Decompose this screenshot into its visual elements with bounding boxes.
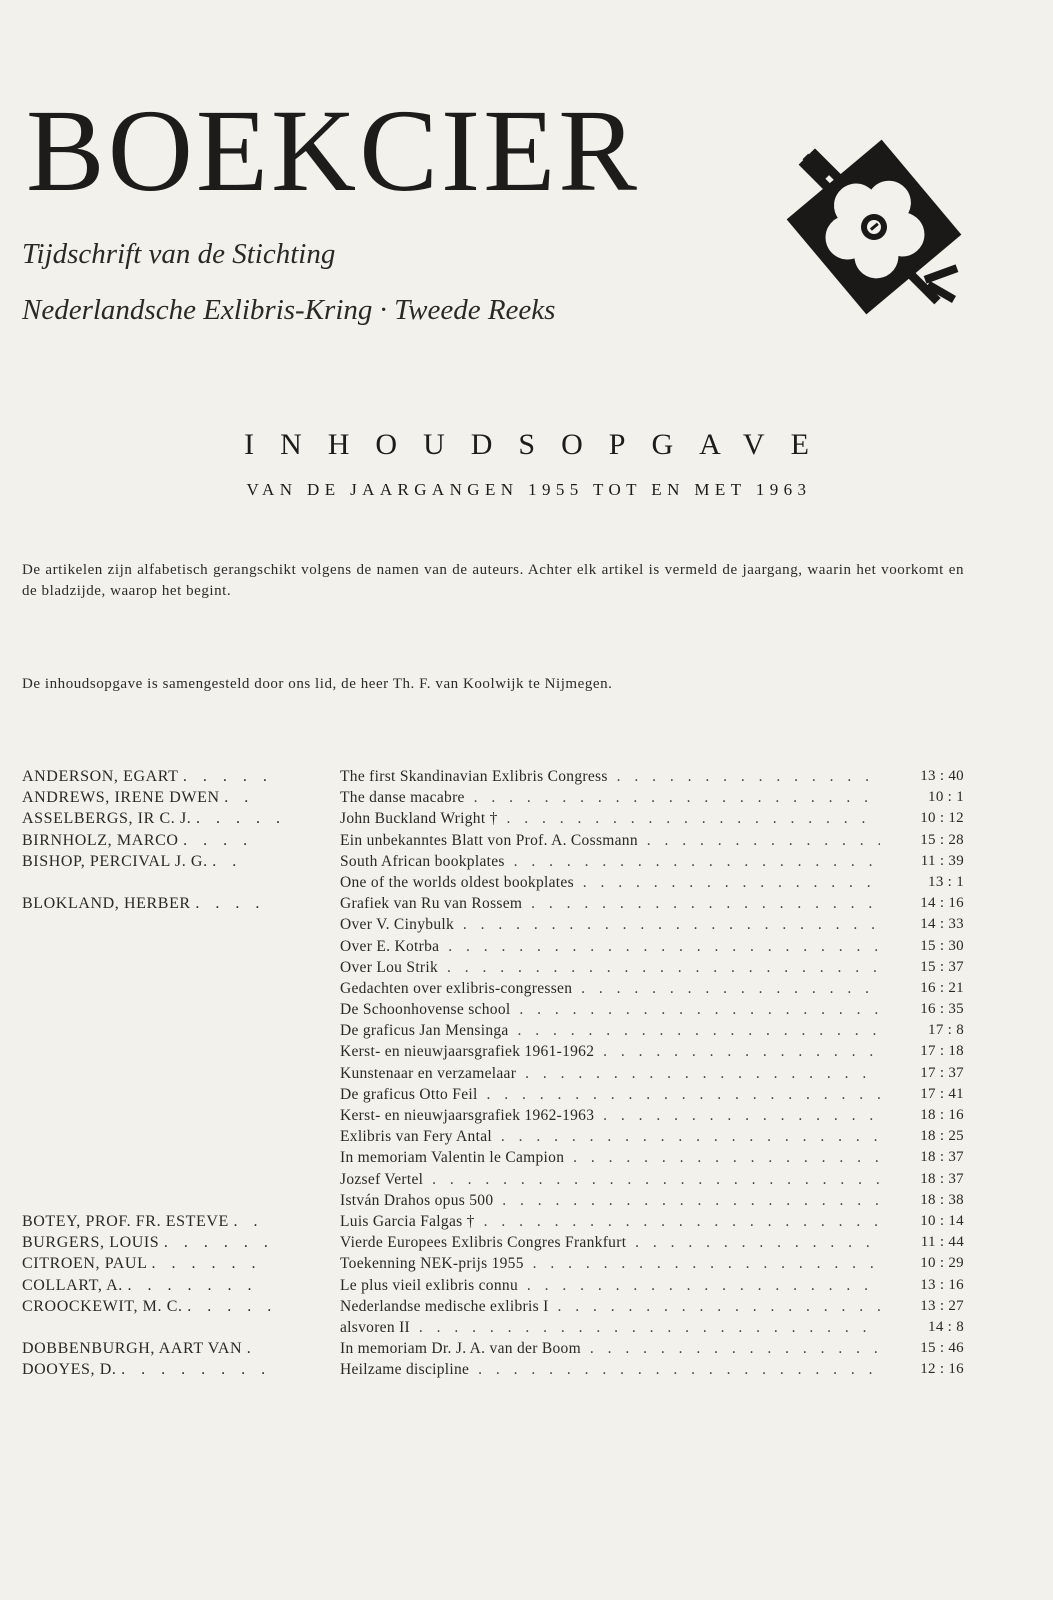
toc-entry [22,1190,964,1211]
entry-volume-page: 16 : 21 [920,979,964,996]
entry-title: John Buckland Wright † . . . [340,808,880,829]
entry-title: Kerst- en nieuwjaarsgrafiek 1961-1962 . . . [340,1041,880,1062]
toc-entry [22,1317,964,1338]
entry-title: Over V. Cinybulk . . . [340,914,880,935]
entry-title: Luis Garcia Falgas † . . . [340,1211,880,1232]
toc-year-range: VAN DE JAARGANGEN 1955 TOT EN MET 1963 [246,480,812,499]
entry-author-name: BLOKLAND, HERBER [22,895,191,913]
entry-author-name: BISHOP, PERCIVAL J. G. [22,852,208,870]
entry-volume-page: 18 : 25 [920,1128,964,1145]
entry-author [22,893,318,914]
toc-entry [22,830,964,851]
entry-title: Le plus vieil exlibris connu . . . [340,1275,880,1296]
entry-author-leader-dots: . . . . [183,831,254,849]
toc-entry [22,1063,964,1084]
nek-flower-logo-icon [784,132,964,322]
entry-volume-page: 14 : 16 [920,895,964,912]
toc-entry [22,1147,964,1168]
entry-author-leader-dots: . . . . . [182,768,273,785]
toc-entry [22,872,964,893]
entry-title: Kunstenaar en verzamelaar . . . [340,1063,880,1084]
entry-author-name: CROOCKEWIT, M. C. [22,1297,183,1315]
subtitle-line-1: Tijdschrift van de Stichting [22,238,336,270]
toc-entries [22,766,964,1380]
entry-volume-page: 18 : 16 [920,1107,964,1123]
entry-title: The danse macabre . . . [340,787,880,808]
entry-author [22,1296,318,1317]
entry-title: Kerst- en nieuwjaarsgrafiek 1962-1963 . . . [340,1105,880,1126]
entry-title: De graficus Jan Mensinga . . . [340,1020,880,1041]
entry-author-name: ASSELBERGS, IR C. J. [22,810,192,828]
entry-volume-page: 10 : 1 [928,789,964,806]
toc-entry [22,1359,964,1380]
entry-volume-page: 17 : 41 [920,1085,964,1102]
entry-volume-page: 16 : 35 [920,1001,964,1018]
entry-volume-page: 15 : 37 [920,958,964,975]
entry-author-name: BIRNHOLZ, MARCO [22,831,179,849]
entry-author-leader-dots: . . . . . . . [127,1276,258,1294]
toc-entry [22,893,964,914]
masthead-subtitle [22,226,555,338]
entry-volume-page: 10 : 29 [920,1255,964,1272]
entry-title: De graficus Otto Feil . . . [340,1084,880,1105]
toc-entry [22,999,964,1020]
entry-title: Over Lou Strik . . . [340,957,880,978]
entry-author-leader-dots: . [246,1340,257,1358]
entry-author-name: COLLART, A. [22,1276,123,1294]
masthead-title: BOEKCIER [26,85,640,216]
entry-author [22,1232,318,1253]
entry-author-name: BURGERS, LOUIS [22,1234,160,1252]
entry-volume-page: 13 : 16 [920,1276,964,1293]
entry-title: In memoriam Valentin le Campion . . . [340,1147,880,1168]
entry-author-name: DOBBENBURGH, AART VAN [22,1340,243,1358]
entry-author-name: CITROEN, PAUL [22,1255,147,1273]
entry-volume-page: 13 : 1 [928,873,964,890]
toc-entry [22,1211,964,1232]
entry-author [22,851,318,872]
toc-entry [22,1169,964,1190]
entry-author-name: BOTEY, PROF. FR. ESTEVE [22,1212,229,1230]
entry-author [22,766,318,787]
entry-title: Grafiek van Ru van Rossem . . . [340,893,880,914]
toc-entry [22,1296,964,1317]
entry-author-leader-dots: . . . . . . [151,1255,262,1273]
entry-title: De Schoonhovense school . . . [340,999,880,1020]
entry-title: The first Skandinavian Exlibris Congress . . . [340,766,880,787]
toc-entry [22,808,964,829]
toc-entry [22,1126,964,1147]
compiled-by-note: De inhoudsopgave is samengesteld door ons lid, de heer Th. F. van Koolwijk te Nijmegen. [22,676,613,692]
toc-entry [22,1105,964,1126]
entry-volume-page: 11 : 39 [920,852,964,869]
entry-title: Nederlandse medische exlibris I . . . [340,1296,880,1317]
entry-author [22,1211,318,1232]
entry-title: Heilzame discipline . . . [340,1359,880,1380]
toc-entry [22,1275,964,1296]
entry-volume-page: 15 : 28 [920,831,964,848]
entry-title: Jozsef Vertel . . . [340,1169,880,1190]
entry-volume-page: 10 : 14 [920,1212,964,1229]
entry-volume-page: 14 : 8 [928,1318,964,1335]
entry-title: One of the worlds oldest bookplates . . . [340,872,880,893]
entry-author [22,1338,318,1359]
entry-author [22,1359,318,1380]
entry-title: Exlibris van Fery Antal . . . [340,1126,880,1147]
toc-heading: INHOUDSOPGAVE [244,428,835,461]
toc-entry [22,766,964,787]
entry-author-name: ANDERSON, EGART [22,768,179,785]
entry-volume-page: 17 : 8 [928,1022,964,1039]
toc-entry [22,914,964,935]
entry-volume-page: 18 : 38 [920,1191,964,1208]
entry-volume-page: 17 : 37 [920,1064,964,1081]
entry-volume-page: 15 : 46 [920,1340,964,1357]
entry-author-name: DOOYES, D. [22,1361,117,1379]
entry-volume-page: 15 : 30 [920,937,964,954]
entry-author-leader-dots: . . . . . [187,1297,278,1315]
entry-volume-page: 18 : 37 [920,1170,964,1187]
toc-entry [22,1041,964,1062]
entry-volume-page: 10 : 12 [920,810,964,827]
toc-entry [22,957,964,978]
entry-volume-page: 14 : 33 [920,916,964,933]
entry-author [22,808,318,829]
toc-entry [22,936,964,957]
entry-author-leader-dots: . . . . . . . . [121,1361,272,1379]
entry-title: In memoriam Dr. J. A. van der Boom . . . [340,1338,880,1359]
entry-volume-page: 12 : 16 [920,1361,964,1378]
toc-entry [22,787,964,808]
toc-entry [22,1338,964,1359]
entry-author-leader-dots: . . [233,1212,264,1230]
entry-title: alsvoren II . . . [340,1317,880,1338]
entry-volume-page: 13 : 40 [920,768,964,784]
entry-author [22,1275,318,1296]
entry-title: Gedachten over exlibris-congressen . . . [340,978,880,999]
toc-entry [22,1253,964,1274]
entry-title: István Drahos opus 500 . . . [340,1190,880,1211]
entry-author [22,1253,318,1274]
entry-author-leader-dots: . . [224,789,255,807]
entry-volume-page: 13 : 27 [920,1297,964,1314]
toc-entry [22,1232,964,1253]
entry-title: Toekenning NEK-prijs 1955 . . . [340,1253,880,1274]
entry-author-leader-dots: . . . . . . [163,1234,274,1252]
entry-author-leader-dots: . . [212,852,243,870]
entry-title: South African bookplates . . . [340,851,880,872]
entry-title: Over E. Kotrba . . . [340,936,880,957]
intro-paragraph: De artikelen zijn alfabetisch gerangschikt volgens de namen van de auteurs. Achter elk artikel is vermeld de jaargang, waarin het voorkomt en de bladzijde, waarop het begint. [22,562,964,599]
entry-author [22,787,318,808]
entry-title: Vierde Europees Exlibris Congres Frankfurt . . . [340,1232,880,1253]
entry-title: Ein unbekanntes Blatt von Prof. A. Cossmann . . . [340,830,880,851]
entry-author-leader-dots: . . . . . [195,810,286,828]
entry-author-leader-dots: . . . . [195,895,266,913]
toc-entry [22,1020,964,1041]
entry-volume-page: 17 : 18 [920,1043,964,1060]
entry-volume-page: 11 : 44 [920,1234,964,1251]
entry-author-name: ANDREWS, IRENE DWEN [22,789,220,807]
toc-entry [22,851,964,872]
subtitle-line-2: Nederlandsche Exlibris-Kring · Tweede Reeks [22,294,556,326]
toc-entry [22,1084,964,1105]
entry-author [22,830,318,851]
toc-entry [22,978,964,999]
entry-volume-page: 18 : 37 [920,1149,964,1166]
